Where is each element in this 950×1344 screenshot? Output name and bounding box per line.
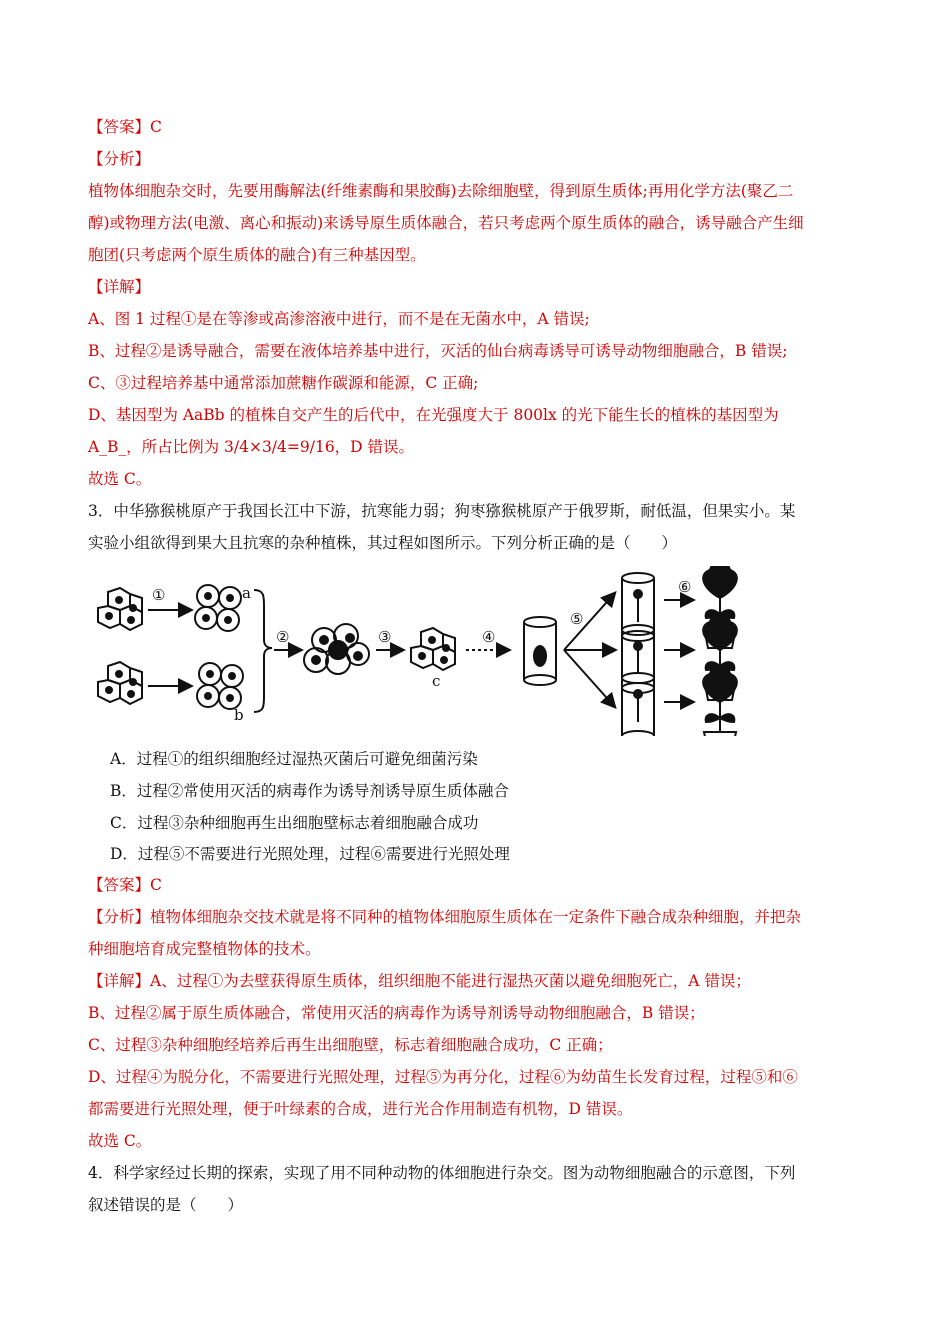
protoplast-group-a bbox=[195, 585, 241, 631]
label-a: a bbox=[242, 584, 251, 602]
q3-option-c: C．过程③杂种细胞再生出细胞壁标志着细胞融合成功 bbox=[110, 814, 479, 832]
label-b: b bbox=[234, 706, 244, 724]
tissue-cell-group-b bbox=[98, 662, 142, 704]
q2-detail-line: D、基因型为 AaBb 的植株自交产生的后代中，在光强度大于 800lx 的光下能生长的植株的基因型为 bbox=[88, 406, 779, 424]
callus bbox=[533, 645, 547, 667]
q2-analysis-line: 醇)或物理方法(电激、离心和振动)来诱导原生质体融合，若只考虑两个原生质体的融合，诱导融合产生细 bbox=[88, 214, 804, 232]
q2-analysis-line: 植物体细胞杂交时，先要用酶解法(纤维素酶和果胶酶)去除细胞壁，得到原生质体;再用化学方法(聚乙二 bbox=[88, 182, 794, 200]
q2-detail-line: A、图 1 过程①是在等渗或高渗溶液中进行，而不是在无菌水中，A 错误; bbox=[88, 310, 590, 328]
q3-option-b: B．过程②常使用灭活的病毒作为诱导剂诱导原生质体融合 bbox=[110, 782, 509, 800]
q4-stem-line: 叙述错误的是（ ） bbox=[88, 1196, 244, 1214]
arrow-step5-down bbox=[564, 650, 614, 706]
q2-analysis-line: 胞团(只考虑两个原生质体的融合)有三种基因型。 bbox=[88, 246, 426, 264]
q3-detail-line: 【详解】A、过程①为去壁获得原生质体，组织细胞不能进行湿热灭菌以避免细胞死亡，A 错误； bbox=[88, 972, 751, 990]
q3-detail-line: D、过程④为脱分化，不需要进行光照处理，过程⑤为再分化，过程⑥为幼苗生长发育过程，过程⑤和⑥ bbox=[88, 1068, 798, 1086]
q2-answer: 【答案】C bbox=[88, 118, 162, 136]
potted-plant bbox=[703, 667, 737, 737]
q3-stem-line: 3．中华猕猴桃原产于我国长江中下游，抗寒能力弱；狗枣猕猴桃原产于俄罗斯，耐低温，但果实小。某 bbox=[88, 502, 796, 520]
q2-detail-line: B、过程②是诱导融合，需要在液体培养基中进行，灭活的仙台病毒诱导可诱导动物细胞融合，B 错误; bbox=[88, 342, 788, 360]
q3-detail-line: 都需要进行光照处理，便于叶绿素的合成，进行光合作用制造有机物，D 错误。 bbox=[88, 1100, 633, 1118]
tissue-cell-group-a bbox=[98, 588, 142, 630]
hybrid-cell-group bbox=[411, 628, 455, 670]
q2-conclusion: 故选 C。 bbox=[88, 470, 152, 488]
q2-analysis-label: 【分析】 bbox=[88, 150, 151, 168]
protoplast-group-b bbox=[197, 663, 243, 709]
step3-label: ③ bbox=[378, 628, 392, 646]
q2-detail-line: A_B_，所占比例为 3/4×3/4=9/16，D 错误。 bbox=[88, 438, 415, 456]
q3-option-d: D．过程⑤不需要进行光照处理，过程⑥需要进行光照处理 bbox=[110, 845, 510, 863]
plant-cell-fusion-diagram bbox=[88, 566, 758, 736]
q3-stem-line: 实验小组欲得到果大且抗寒的杂种植株，其过程如图所示。下列分析正确的是（ ） bbox=[88, 534, 678, 552]
brace bbox=[254, 590, 272, 712]
step5-label: ⑤ bbox=[570, 610, 584, 628]
fused-cell-cluster bbox=[304, 624, 369, 674]
q3-detail-line: C、过程③杂种细胞经培养后再生出细胞壁，标志着细胞融合成功，C 正确； bbox=[88, 1036, 613, 1054]
q3-analysis-line: 种细胞培育成完整植物体的技术。 bbox=[88, 940, 321, 958]
q2-detail-line: C、③过程培养基中通常添加蔗糖作碳源和能源，C 正确; bbox=[88, 374, 479, 392]
q2-detail-label: 【详解】 bbox=[88, 278, 151, 296]
q4-stem-line: 4．科学家经过长期的探索，实现了用不同种动物的体细胞进行杂交。图为动物细胞融合的示意图，下列 bbox=[88, 1164, 796, 1182]
label-c: c bbox=[432, 672, 441, 690]
step2-label: ② bbox=[276, 628, 290, 646]
q3-detail-line: B、过程②属于原生质体融合，常使用灭活的病毒作为诱导剂诱导动物细胞融合，B 错误； bbox=[88, 1004, 705, 1022]
step6-label: ⑥ bbox=[678, 578, 692, 596]
q3-answer: 【答案】C bbox=[88, 876, 162, 894]
q3-conclusion: 故选 C。 bbox=[88, 1132, 152, 1150]
q3-analysis-line: 【分析】植物体细胞杂交技术就是将不同种的植物体细胞原生质体在一定条件下融合成杂种细胞，并把杂 bbox=[88, 908, 802, 926]
step4-label: ④ bbox=[482, 628, 496, 646]
step1-label: ① bbox=[152, 586, 166, 604]
q3-option-a: A．过程①的组织细胞经过湿热灭菌后可避免细菌污染 bbox=[110, 750, 478, 768]
